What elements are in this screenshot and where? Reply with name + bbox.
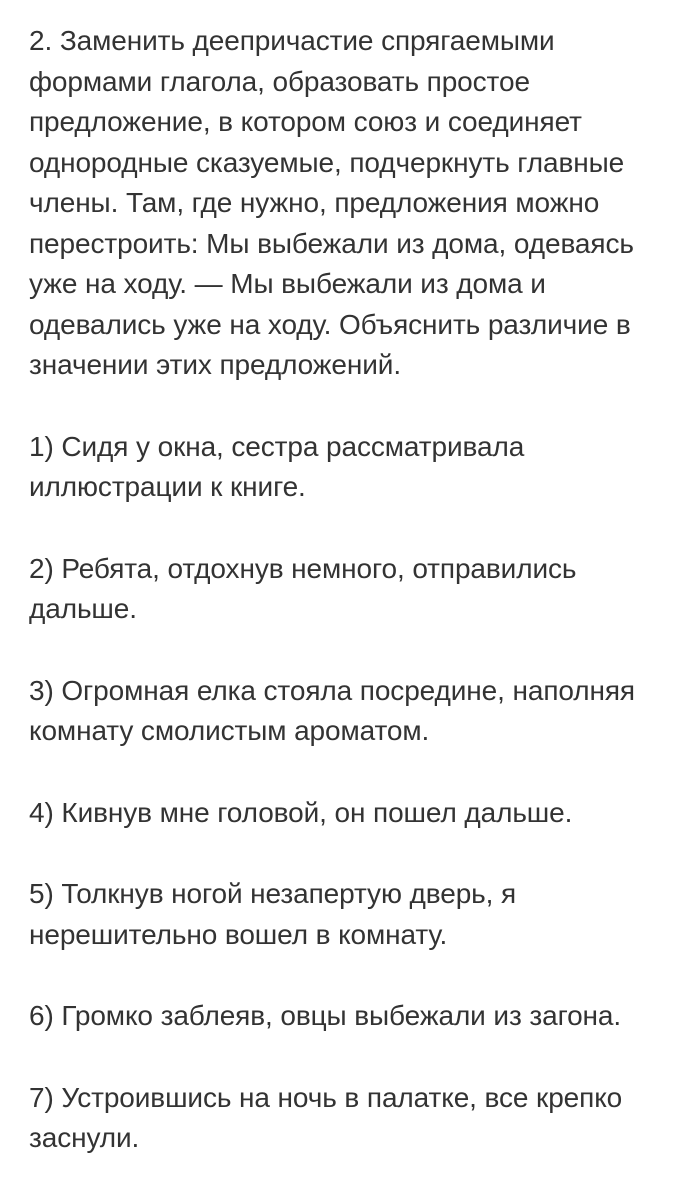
sentence-line: комнату смолистым ароматом. bbox=[29, 715, 430, 746]
sentence-line: 5) Толкнув ногой незапертую дверь, я bbox=[29, 878, 517, 909]
task-line: предложение, в котором союз и соединяет bbox=[29, 106, 582, 137]
task-instructions bbox=[29, 21, 679, 386]
task-line: перестроить: Мы выбежали из дома, одеваясь bbox=[29, 227, 634, 259]
task-line: однородные сказуемые, подчеркнуть главные bbox=[29, 146, 625, 178]
sentence-line: 3) Огромная елка стояла посредине, наполняя bbox=[29, 674, 635, 706]
sentence-line: иллюстрации к книге. bbox=[29, 471, 306, 502]
sentence-item bbox=[29, 996, 679, 1037]
sentence-line: 6) Громко заблеяв, овцы выбежали из загона. bbox=[29, 1000, 622, 1031]
task-line: значении этих предложений. bbox=[29, 349, 402, 380]
sentence-item bbox=[29, 1078, 679, 1159]
sentence-item bbox=[29, 549, 679, 630]
sentence-line: 4) Кивнув мне головой, он пошел дальше. bbox=[29, 796, 573, 828]
sentence-item bbox=[29, 793, 679, 834]
task-line: формами глагола, образовать простое bbox=[29, 65, 530, 97]
sentence-item bbox=[29, 427, 679, 508]
sentence-line: нерешительно вошел в комнату. bbox=[29, 918, 448, 950]
sentence-line: 1) Сидя у окна, сестра рассматривала bbox=[29, 430, 525, 462]
sentence-line: заснули. bbox=[29, 1122, 140, 1153]
sentence-item bbox=[29, 671, 679, 752]
task-line: 2. Заменить деепричастие спрягаемыми bbox=[29, 25, 555, 56]
task-line: уже на ходу. — Мы выбежали из дома и bbox=[29, 268, 546, 299]
sentence-line: 7) Устроившись на ночь в палатке, все крепко bbox=[29, 1081, 623, 1113]
sentence-item bbox=[29, 874, 679, 955]
sentence-line: дальше. bbox=[29, 593, 137, 624]
task-line: члены. Там, где нужно, предложения можно bbox=[29, 187, 600, 218]
task-line: одевались уже на ходу. Объяснить различие в bbox=[29, 308, 631, 340]
sentence-list bbox=[29, 427, 679, 1159]
sentence-line: 2) Ребята, отдохнув немного, отправились bbox=[29, 552, 577, 584]
